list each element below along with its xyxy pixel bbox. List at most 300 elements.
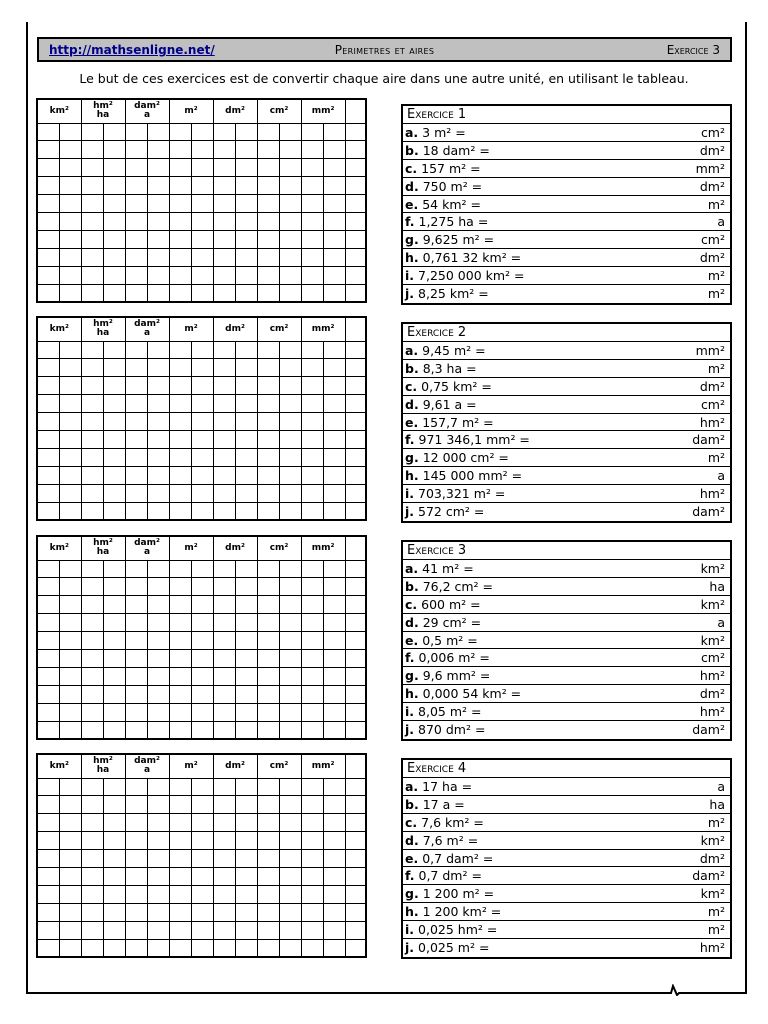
grid-cell[interactable] <box>147 649 169 667</box>
grid-cell[interactable] <box>257 560 279 578</box>
grid-cell[interactable] <box>345 395 366 413</box>
grid-cell[interactable] <box>37 395 59 413</box>
grid-cell[interactable] <box>37 466 59 484</box>
grid-cell[interactable] <box>235 377 257 395</box>
grid-cell[interactable] <box>191 685 213 703</box>
grid-cell[interactable] <box>169 939 191 957</box>
grid-cell[interactable] <box>147 341 169 359</box>
grid-cell[interactable] <box>147 850 169 868</box>
grid-cell[interactable] <box>169 667 191 685</box>
grid-cell[interactable] <box>279 430 301 448</box>
grid-cell[interactable] <box>235 230 257 248</box>
grid-cell[interactable] <box>301 359 323 377</box>
grid-cell[interactable] <box>169 778 191 796</box>
grid-cell[interactable] <box>257 502 279 520</box>
grid-cell[interactable] <box>191 560 213 578</box>
grid-cell[interactable] <box>235 560 257 578</box>
grid-cell[interactable] <box>301 484 323 502</box>
grid-cell[interactable] <box>213 778 235 796</box>
grid-cell[interactable] <box>59 195 81 213</box>
grid-cell[interactable] <box>301 649 323 667</box>
grid-cell[interactable] <box>81 703 103 721</box>
grid-cell[interactable] <box>147 212 169 230</box>
grid-cell[interactable] <box>103 578 125 596</box>
grid-cell[interactable] <box>323 596 345 614</box>
grid-cell[interactable] <box>323 667 345 685</box>
grid-cell[interactable] <box>59 903 81 921</box>
grid-cell[interactable] <box>37 778 59 796</box>
grid-cell[interactable] <box>279 578 301 596</box>
grid-cell[interactable] <box>103 796 125 814</box>
grid-cell[interactable] <box>257 284 279 302</box>
grid-cell[interactable] <box>235 413 257 431</box>
grid-cell[interactable] <box>257 484 279 502</box>
grid-cell[interactable] <box>235 903 257 921</box>
grid-cell[interactable] <box>235 703 257 721</box>
grid-cell[interactable] <box>59 778 81 796</box>
grid-cell[interactable] <box>213 359 235 377</box>
grid-cell[interactable] <box>213 230 235 248</box>
grid-cell[interactable] <box>169 413 191 431</box>
grid-cell[interactable] <box>235 578 257 596</box>
grid-cell[interactable] <box>323 614 345 632</box>
grid-cell[interactable] <box>213 195 235 213</box>
grid-cell[interactable] <box>235 359 257 377</box>
grid-cell[interactable] <box>81 578 103 596</box>
grid-cell[interactable] <box>213 867 235 885</box>
grid-cell[interactable] <box>257 430 279 448</box>
grid-cell[interactable] <box>147 796 169 814</box>
grid-cell[interactable] <box>37 850 59 868</box>
grid-cell[interactable] <box>125 448 147 466</box>
grid-cell[interactable] <box>301 796 323 814</box>
grid-cell[interactable] <box>301 341 323 359</box>
grid-cell[interactable] <box>59 921 81 939</box>
grid-cell[interactable] <box>345 667 366 685</box>
grid-cell[interactable] <box>279 778 301 796</box>
grid-cell[interactable] <box>81 195 103 213</box>
grid-cell[interactable] <box>37 266 59 284</box>
grid-cell[interactable] <box>147 123 169 141</box>
grid-cell[interactable] <box>125 466 147 484</box>
grid-cell[interactable] <box>37 413 59 431</box>
grid-cell[interactable] <box>169 921 191 939</box>
grid-cell[interactable] <box>125 123 147 141</box>
grid-cell[interactable] <box>125 632 147 650</box>
grid-cell[interactable] <box>279 867 301 885</box>
grid-cell[interactable] <box>103 614 125 632</box>
grid-cell[interactable] <box>191 466 213 484</box>
grid-cell[interactable] <box>147 502 169 520</box>
grid-cell[interactable] <box>345 341 366 359</box>
grid-cell[interactable] <box>169 632 191 650</box>
grid-cell[interactable] <box>37 703 59 721</box>
grid-cell[interactable] <box>169 903 191 921</box>
grid-cell[interactable] <box>323 796 345 814</box>
grid-cell[interactable] <box>59 341 81 359</box>
grid-cell[interactable] <box>213 413 235 431</box>
grid-cell[interactable] <box>323 448 345 466</box>
grid-cell[interactable] <box>257 903 279 921</box>
grid-cell[interactable] <box>213 484 235 502</box>
grid-cell[interactable] <box>103 484 125 502</box>
grid-cell[interactable] <box>59 560 81 578</box>
grid-cell[interactable] <box>59 266 81 284</box>
grid-cell[interactable] <box>191 778 213 796</box>
grid-cell[interactable] <box>169 395 191 413</box>
grid-cell[interactable] <box>323 266 345 284</box>
grid-cell[interactable] <box>191 195 213 213</box>
grid-cell[interactable] <box>37 177 59 195</box>
grid-cell[interactable] <box>301 266 323 284</box>
grid-cell[interactable] <box>37 614 59 632</box>
grid-cell[interactable] <box>213 159 235 177</box>
grid-cell[interactable] <box>235 466 257 484</box>
grid-cell[interactable] <box>103 341 125 359</box>
grid-cell[interactable] <box>213 649 235 667</box>
grid-cell[interactable] <box>125 596 147 614</box>
grid-cell[interactable] <box>125 359 147 377</box>
grid-cell[interactable] <box>345 430 366 448</box>
grid-cell[interactable] <box>235 141 257 159</box>
grid-cell[interactable] <box>213 721 235 739</box>
grid-cell[interactable] <box>257 177 279 195</box>
grid-cell[interactable] <box>235 159 257 177</box>
grid-cell[interactable] <box>279 885 301 903</box>
grid-cell[interactable] <box>59 578 81 596</box>
grid-cell[interactable] <box>301 921 323 939</box>
grid-cell[interactable] <box>81 466 103 484</box>
grid-cell[interactable] <box>235 721 257 739</box>
grid-cell[interactable] <box>81 448 103 466</box>
grid-cell[interactable] <box>191 850 213 868</box>
grid-cell[interactable] <box>345 266 366 284</box>
grid-cell[interactable] <box>279 596 301 614</box>
grid-cell[interactable] <box>147 814 169 832</box>
grid-cell[interactable] <box>103 632 125 650</box>
grid-cell[interactable] <box>37 123 59 141</box>
grid-cell[interactable] <box>279 903 301 921</box>
grid-cell[interactable] <box>257 359 279 377</box>
grid-cell[interactable] <box>213 703 235 721</box>
grid-cell[interactable] <box>125 413 147 431</box>
grid-cell[interactable] <box>103 560 125 578</box>
grid-cell[interactable] <box>257 685 279 703</box>
grid-cell[interactable] <box>323 141 345 159</box>
grid-cell[interactable] <box>279 248 301 266</box>
grid-cell[interactable] <box>125 685 147 703</box>
grid-cell[interactable] <box>169 230 191 248</box>
grid-cell[interactable] <box>257 885 279 903</box>
grid-cell[interactable] <box>59 484 81 502</box>
grid-cell[interactable] <box>103 266 125 284</box>
grid-cell[interactable] <box>345 903 366 921</box>
grid-cell[interactable] <box>103 667 125 685</box>
grid-cell[interactable] <box>81 141 103 159</box>
grid-cell[interactable] <box>169 885 191 903</box>
grid-cell[interactable] <box>169 177 191 195</box>
grid-cell[interactable] <box>257 578 279 596</box>
grid-cell[interactable] <box>301 867 323 885</box>
grid-cell[interactable] <box>279 560 301 578</box>
grid-cell[interactable] <box>257 395 279 413</box>
grid-cell[interactable] <box>59 248 81 266</box>
grid-cell[interactable] <box>103 195 125 213</box>
grid-cell[interactable] <box>191 921 213 939</box>
grid-cell[interactable] <box>279 123 301 141</box>
grid-cell[interactable] <box>147 466 169 484</box>
grid-cell[interactable] <box>323 867 345 885</box>
grid-cell[interactable] <box>257 939 279 957</box>
grid-cell[interactable] <box>323 814 345 832</box>
grid-cell[interactable] <box>169 596 191 614</box>
grid-cell[interactable] <box>103 867 125 885</box>
grid-cell[interactable] <box>345 248 366 266</box>
grid-cell[interactable] <box>301 230 323 248</box>
grid-cell[interactable] <box>257 649 279 667</box>
grid-cell[interactable] <box>323 159 345 177</box>
grid-cell[interactable] <box>103 359 125 377</box>
grid-cell[interactable] <box>147 778 169 796</box>
grid-cell[interactable] <box>169 341 191 359</box>
grid-cell[interactable] <box>301 850 323 868</box>
grid-cell[interactable] <box>169 867 191 885</box>
grid-cell[interactable] <box>345 195 366 213</box>
grid-cell[interactable] <box>37 284 59 302</box>
grid-cell[interactable] <box>169 141 191 159</box>
grid-cell[interactable] <box>345 141 366 159</box>
grid-cell[interactable] <box>323 466 345 484</box>
grid-cell[interactable] <box>213 560 235 578</box>
grid-cell[interactable] <box>125 649 147 667</box>
grid-cell[interactable] <box>301 596 323 614</box>
grid-cell[interactable] <box>125 814 147 832</box>
grid-cell[interactable] <box>345 614 366 632</box>
grid-cell[interactable] <box>125 614 147 632</box>
grid-cell[interactable] <box>169 502 191 520</box>
grid-cell[interactable] <box>235 596 257 614</box>
grid-cell[interactable] <box>81 778 103 796</box>
grid-cell[interactable] <box>279 159 301 177</box>
grid-cell[interactable] <box>125 502 147 520</box>
grid-cell[interactable] <box>235 484 257 502</box>
grid-cell[interactable] <box>125 377 147 395</box>
grid-cell[interactable] <box>301 212 323 230</box>
grid-cell[interactable] <box>147 141 169 159</box>
grid-cell[interactable] <box>235 502 257 520</box>
grid-cell[interactable] <box>345 284 366 302</box>
grid-cell[interactable] <box>213 466 235 484</box>
grid-cell[interactable] <box>301 502 323 520</box>
grid-cell[interactable] <box>213 212 235 230</box>
grid-cell[interactable] <box>279 502 301 520</box>
grid-cell[interactable] <box>213 578 235 596</box>
grid-cell[interactable] <box>147 248 169 266</box>
grid-cell[interactable] <box>125 141 147 159</box>
grid-cell[interactable] <box>103 159 125 177</box>
grid-cell[interactable] <box>169 578 191 596</box>
grid-cell[interactable] <box>345 159 366 177</box>
grid-cell[interactable] <box>147 560 169 578</box>
grid-cell[interactable] <box>235 921 257 939</box>
grid-cell[interactable] <box>301 721 323 739</box>
grid-cell[interactable] <box>125 796 147 814</box>
grid-cell[interactable] <box>279 832 301 850</box>
grid-cell[interactable] <box>191 796 213 814</box>
grid-cell[interactable] <box>37 484 59 502</box>
grid-cell[interactable] <box>59 502 81 520</box>
grid-cell[interactable] <box>191 377 213 395</box>
grid-cell[interactable] <box>235 649 257 667</box>
grid-cell[interactable] <box>235 796 257 814</box>
grid-cell[interactable] <box>125 341 147 359</box>
grid-cell[interactable] <box>59 212 81 230</box>
grid-cell[interactable] <box>345 649 366 667</box>
grid-cell[interactable] <box>125 832 147 850</box>
grid-cell[interactable] <box>279 212 301 230</box>
grid-cell[interactable] <box>59 667 81 685</box>
grid-cell[interactable] <box>37 430 59 448</box>
grid-cell[interactable] <box>257 721 279 739</box>
grid-cell[interactable] <box>191 614 213 632</box>
grid-cell[interactable] <box>345 885 366 903</box>
grid-cell[interactable] <box>301 177 323 195</box>
grid-cell[interactable] <box>191 430 213 448</box>
grid-cell[interactable] <box>59 141 81 159</box>
grid-cell[interactable] <box>279 284 301 302</box>
grid-cell[interactable] <box>235 685 257 703</box>
grid-cell[interactable] <box>279 177 301 195</box>
grid-cell[interactable] <box>147 195 169 213</box>
grid-cell[interactable] <box>81 248 103 266</box>
grid-cell[interactable] <box>345 921 366 939</box>
grid-cell[interactable] <box>125 230 147 248</box>
grid-cell[interactable] <box>213 341 235 359</box>
grid-cell[interactable] <box>125 159 147 177</box>
grid-cell[interactable] <box>323 832 345 850</box>
grid-cell[interactable] <box>257 212 279 230</box>
grid-cell[interactable] <box>191 814 213 832</box>
grid-cell[interactable] <box>257 703 279 721</box>
grid-cell[interactable] <box>345 230 366 248</box>
grid-cell[interactable] <box>279 359 301 377</box>
grid-cell[interactable] <box>191 885 213 903</box>
grid-cell[interactable] <box>169 448 191 466</box>
grid-cell[interactable] <box>103 885 125 903</box>
grid-cell[interactable] <box>125 921 147 939</box>
grid-cell[interactable] <box>147 721 169 739</box>
grid-cell[interactable] <box>257 814 279 832</box>
grid-cell[interactable] <box>345 413 366 431</box>
grid-cell[interactable] <box>301 939 323 957</box>
grid-cell[interactable] <box>81 359 103 377</box>
grid-cell[interactable] <box>301 159 323 177</box>
grid-cell[interactable] <box>257 867 279 885</box>
grid-cell[interactable] <box>147 667 169 685</box>
grid-cell[interactable] <box>301 141 323 159</box>
grid-cell[interactable] <box>279 721 301 739</box>
grid-cell[interactable] <box>125 867 147 885</box>
grid-cell[interactable] <box>191 903 213 921</box>
grid-cell[interactable] <box>147 177 169 195</box>
grid-cell[interactable] <box>59 430 81 448</box>
grid-cell[interactable] <box>81 814 103 832</box>
grid-cell[interactable] <box>235 867 257 885</box>
grid-cell[interactable] <box>301 832 323 850</box>
grid-cell[interactable] <box>103 903 125 921</box>
grid-cell[interactable] <box>37 939 59 957</box>
grid-cell[interactable] <box>191 266 213 284</box>
grid-cell[interactable] <box>147 885 169 903</box>
grid-cell[interactable] <box>345 596 366 614</box>
grid-cell[interactable] <box>81 341 103 359</box>
grid-cell[interactable] <box>37 632 59 650</box>
grid-cell[interactable] <box>235 266 257 284</box>
grid-cell[interactable] <box>81 413 103 431</box>
grid-cell[interactable] <box>103 778 125 796</box>
grid-cell[interactable] <box>345 867 366 885</box>
grid-cell[interactable] <box>235 123 257 141</box>
grid-cell[interactable] <box>59 359 81 377</box>
grid-cell[interactable] <box>301 667 323 685</box>
grid-cell[interactable] <box>257 266 279 284</box>
grid-cell[interactable] <box>59 596 81 614</box>
grid-cell[interactable] <box>191 159 213 177</box>
grid-cell[interactable] <box>279 195 301 213</box>
grid-cell[interactable] <box>323 413 345 431</box>
grid-cell[interactable] <box>103 248 125 266</box>
grid-cell[interactable] <box>301 395 323 413</box>
grid-cell[interactable] <box>147 939 169 957</box>
grid-cell[interactable] <box>81 377 103 395</box>
grid-cell[interactable] <box>213 448 235 466</box>
grid-cell[interactable] <box>103 921 125 939</box>
grid-cell[interactable] <box>103 212 125 230</box>
grid-cell[interactable] <box>345 939 366 957</box>
grid-cell[interactable] <box>147 703 169 721</box>
grid-cell[interactable] <box>103 377 125 395</box>
grid-cell[interactable] <box>59 814 81 832</box>
grid-cell[interactable] <box>323 195 345 213</box>
grid-cell[interactable] <box>125 248 147 266</box>
grid-cell[interactable] <box>81 484 103 502</box>
grid-cell[interactable] <box>345 796 366 814</box>
grid-cell[interactable] <box>81 123 103 141</box>
grid-cell[interactable] <box>213 796 235 814</box>
grid-cell[interactable] <box>81 177 103 195</box>
grid-cell[interactable] <box>147 832 169 850</box>
grid-cell[interactable] <box>37 578 59 596</box>
grid-cell[interactable] <box>103 814 125 832</box>
grid-cell[interactable] <box>235 814 257 832</box>
grid-cell[interactable] <box>323 359 345 377</box>
grid-cell[interactable] <box>37 159 59 177</box>
grid-cell[interactable] <box>37 649 59 667</box>
grid-cell[interactable] <box>147 377 169 395</box>
grid-cell[interactable] <box>125 430 147 448</box>
grid-cell[interactable] <box>235 177 257 195</box>
grid-cell[interactable] <box>169 195 191 213</box>
grid-cell[interactable] <box>147 284 169 302</box>
grid-cell[interactable] <box>213 377 235 395</box>
grid-cell[interactable] <box>37 921 59 939</box>
grid-cell[interactable] <box>213 814 235 832</box>
grid-cell[interactable] <box>279 632 301 650</box>
grid-cell[interactable] <box>59 448 81 466</box>
grid-cell[interactable] <box>125 284 147 302</box>
grid-cell[interactable] <box>37 377 59 395</box>
grid-cell[interactable] <box>37 685 59 703</box>
